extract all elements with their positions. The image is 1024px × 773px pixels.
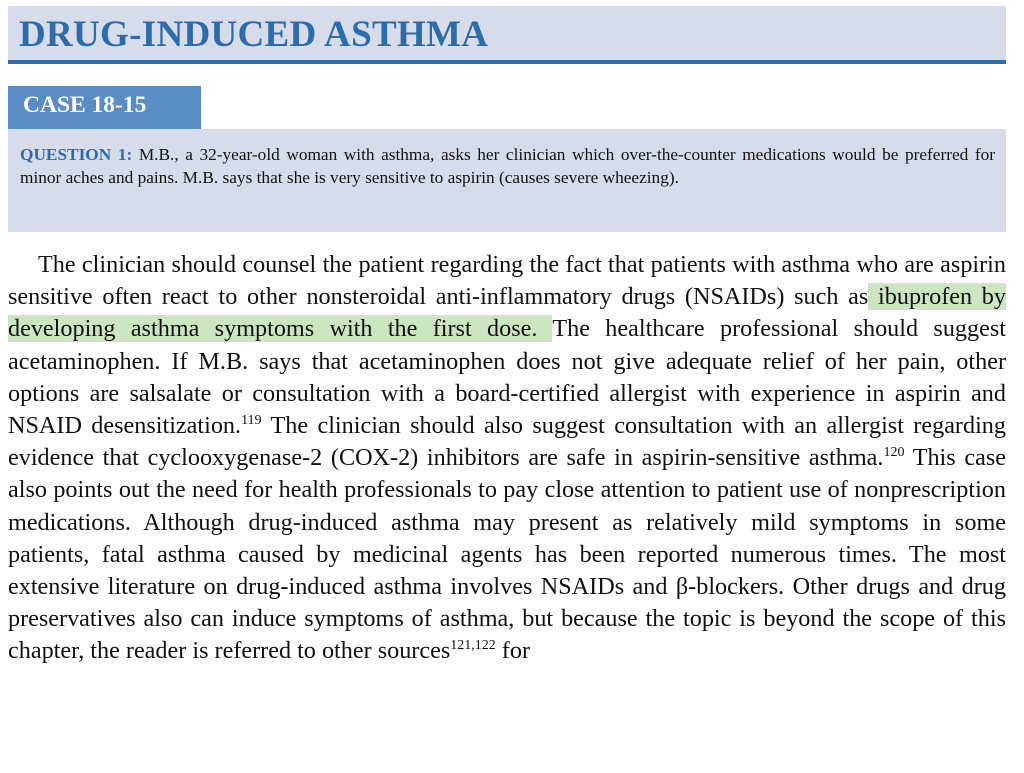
body-text-part-5: for xyxy=(495,637,530,665)
question-label: QUESTION 1: xyxy=(20,145,133,164)
body-paragraph xyxy=(8,249,1006,668)
highlighted-text[interactable]: ibuprofen by developing asthma symptoms with the first dose. xyxy=(8,283,1006,343)
question-text: M.B., a 32-year-old woman with asthma, asks her clinician which over-the-counter medications would be preferred for minor aches and pains. M.B. says that she is very sensitive to aspirin (causes severe wheezing). xyxy=(20,145,996,187)
case-label: CASE 18-15 xyxy=(23,92,147,118)
body-text-part-4: This case also points out the need for health professionals to pay close attention to patient use of nonprescription medications. Although drug-induced asthma may present as relatively mild symptoms in some patients, fatal asthma caused by medicinal agents has been reported numerous times. The most extensive literature on drug-induced asthma involves NSAIDs and β-blockers. Other drugs and drug preservatives also can induce symptoms of asthma, but because the topic is beyond the scope of this chapter, the reader is referred to other sources xyxy=(8,444,1006,665)
reference-121-122: 121,122 xyxy=(450,638,496,654)
body-text-part-2: The healthcare professional should suggest acetaminophen. If M.B. says that acetaminophen does not give adequate relief of her pain, other options are salsalate or consultation with a board-certified allergist with experience in aspirin and NSAID desensitization. xyxy=(8,315,1006,440)
reference-119: 119 xyxy=(241,413,262,429)
body-text-part-3: The clinician should also suggest consultation with an allergist regarding evidence that cyclooxygenase-2 (COX-2) inhibitors are safe in aspirin-sensitive asthma. xyxy=(8,412,1006,472)
case-label-tab xyxy=(8,86,201,129)
reference-120: 120 xyxy=(883,445,905,461)
body-text-part-1: The clinician should counsel the patient regarding the fact that patients with asthma who are aspirin sensitive often react to other nonsteroidal anti-inflammatory drugs (NSAIDs) such as xyxy=(8,251,1006,311)
section-title-band xyxy=(8,6,1006,64)
section-title: DRUG-INDUCED ASTHMA xyxy=(19,14,489,55)
question-box xyxy=(8,129,1006,232)
question-paragraph xyxy=(20,143,995,189)
